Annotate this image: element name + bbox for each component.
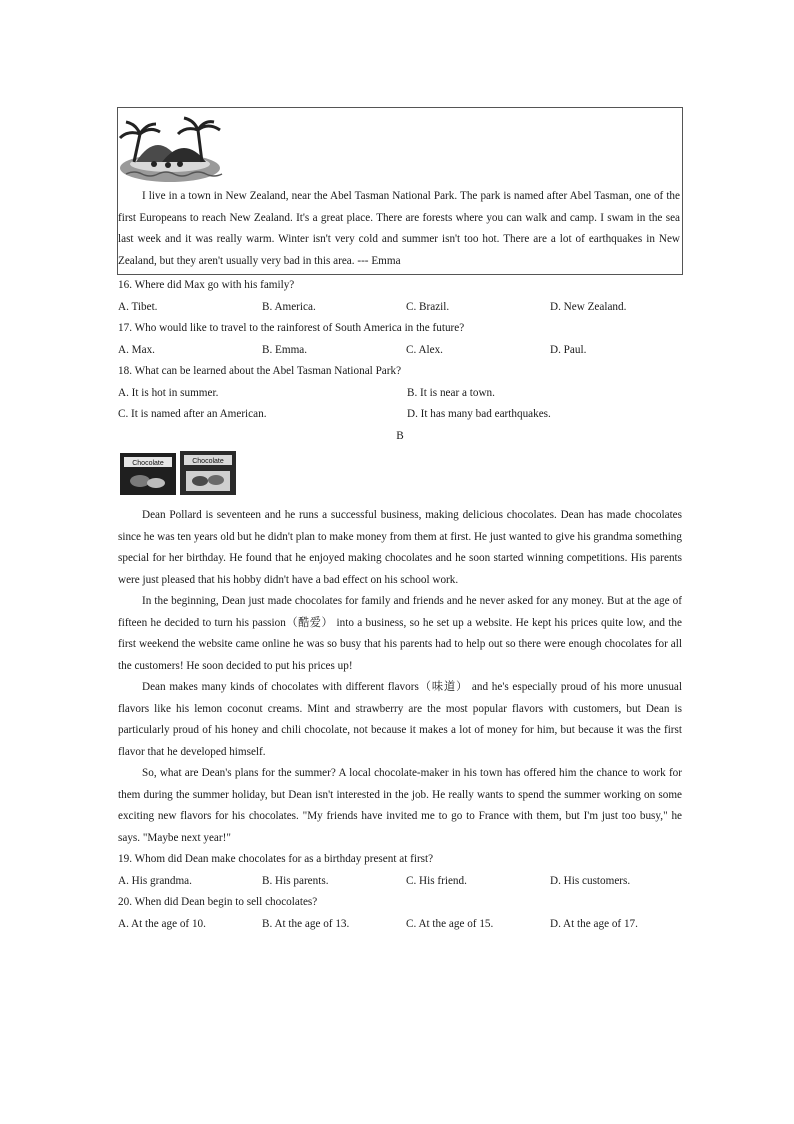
question-17 [118,318,682,361]
option-b: B. It is near a town. [407,386,495,399]
option-c: C. His friend. [406,874,467,887]
passage-b-paragraph-2: In the beginning, Dean just made chocolates for family and friends and he never asked for any money. But at the age of fifteen he decided to turn his passion（酷爱） into a business, so he set up a website. He kept his prices quite low, and the first weekend the website came online he was so busy that his parents had to help out so there were enough chocolates for all the customers! He soon decided to put his prices up! [118,595,682,672]
option-a: A. Max. [118,343,155,356]
option-a: A. At the age of 10. [118,917,206,930]
option-d: D. It has many bad earthquakes. [407,408,551,420]
passage-a-text: I live in a town in New Zealand, near the Abel Tasman National Park. The park is named after Abel Tasman, one of the first Europeans to reach New Zealand. It's a great place. There are forests where you can walk and camp. I swam in the sea last week and it was really warm. Winter isn't very cold and summer isn't too hot. There are a lot of earthquakes in New Zealand, but they aren't usually very bad in this area. --- Emma [118,190,680,267]
option-a: A. It is hot in summer. [118,386,219,399]
option-b: B. His parents. [262,874,329,887]
option-c: C. It is named after an American. [118,408,267,420]
question-16 [118,275,682,318]
options-row [118,297,682,319]
options-row [118,871,682,893]
passage-a-box [117,107,683,275]
options-row [118,340,682,362]
option-d: D. His customers. [550,874,631,887]
question-18 [118,361,682,426]
option-a: A. His grandma. [118,874,192,887]
passage-b-paragraph-1: Dean Pollard is seventeen and he runs a successful business, making delicious chocolates. Dean has made chocolates since he was ten years old but he didn't plan to make money from them at first. He just wanted to give his grandma something special for her birthday. He found that he enjoyed making chocolates and he soon started winning competitions. His parents were just pleased that his hobby didn't have a bad effect on his school work. [118,509,682,586]
option-d: D. At the age of 17. [550,917,638,930]
option-c: C. Alex. [406,343,443,356]
option-b: B. America. [262,300,316,313]
option-c: C. Brazil. [406,300,450,313]
section-b-label: B [396,429,404,442]
chocolate-box-label-2: Chocolate [192,458,224,465]
island-palm-illustration [118,112,228,186]
options-row [118,383,682,405]
question-20 [118,892,682,935]
option-c: C. At the age of 15. [406,917,494,930]
question-text: 16. Where did Max go with his family? [118,279,295,291]
option-b: B. Emma. [262,343,308,356]
passage-b-paragraph-3: Dean makes many kinds of chocolates with different flavors（味道） and he's especially proud of his more unusual flavors like his lemon coconut creams. Mint and strawberry are the most popular flavors with customers, but Dean is particularly proud of his honey and chili chocolate, not because it makes a lot of money for him, but because it was the first flavor that he developed himself. [118,681,682,758]
worksheet-page [118,107,682,935]
option-d: D. Paul. [550,343,587,356]
option-b: B. At the age of 13. [262,917,350,930]
options-row [118,404,682,426]
chocolate-box-label-1: Chocolate [132,460,164,467]
question-text: 19. Whom did Dean make chocolates for as a birthday present at first? [118,853,434,865]
option-a: A. Tibet. [118,300,158,313]
passage-b-paragraph-4: So, what are Dean's plans for the summer? A local chocolate-maker in his town has offered him the chance to work for them during the summer holiday, but Dean isn't interested in the job. He really wants to spend the summer working on some exciting new flavors for his chocolates. "My friends have invited me to go to France with them, but I'm just too busy," he says. "Maybe next year!" [118,767,682,844]
question-19 [118,849,682,892]
chocolate-boxes-illustration [118,449,238,499]
question-text: 17. Who would like to travel to the rainforest of South America in the future? [118,322,465,334]
question-text: 18. What can be learned about the Abel Tasman National Park? [118,365,402,377]
question-text: 20. When did Dean begin to sell chocolates? [118,896,318,908]
options-row [118,914,682,936]
option-d: D. New Zealand. [550,300,627,313]
